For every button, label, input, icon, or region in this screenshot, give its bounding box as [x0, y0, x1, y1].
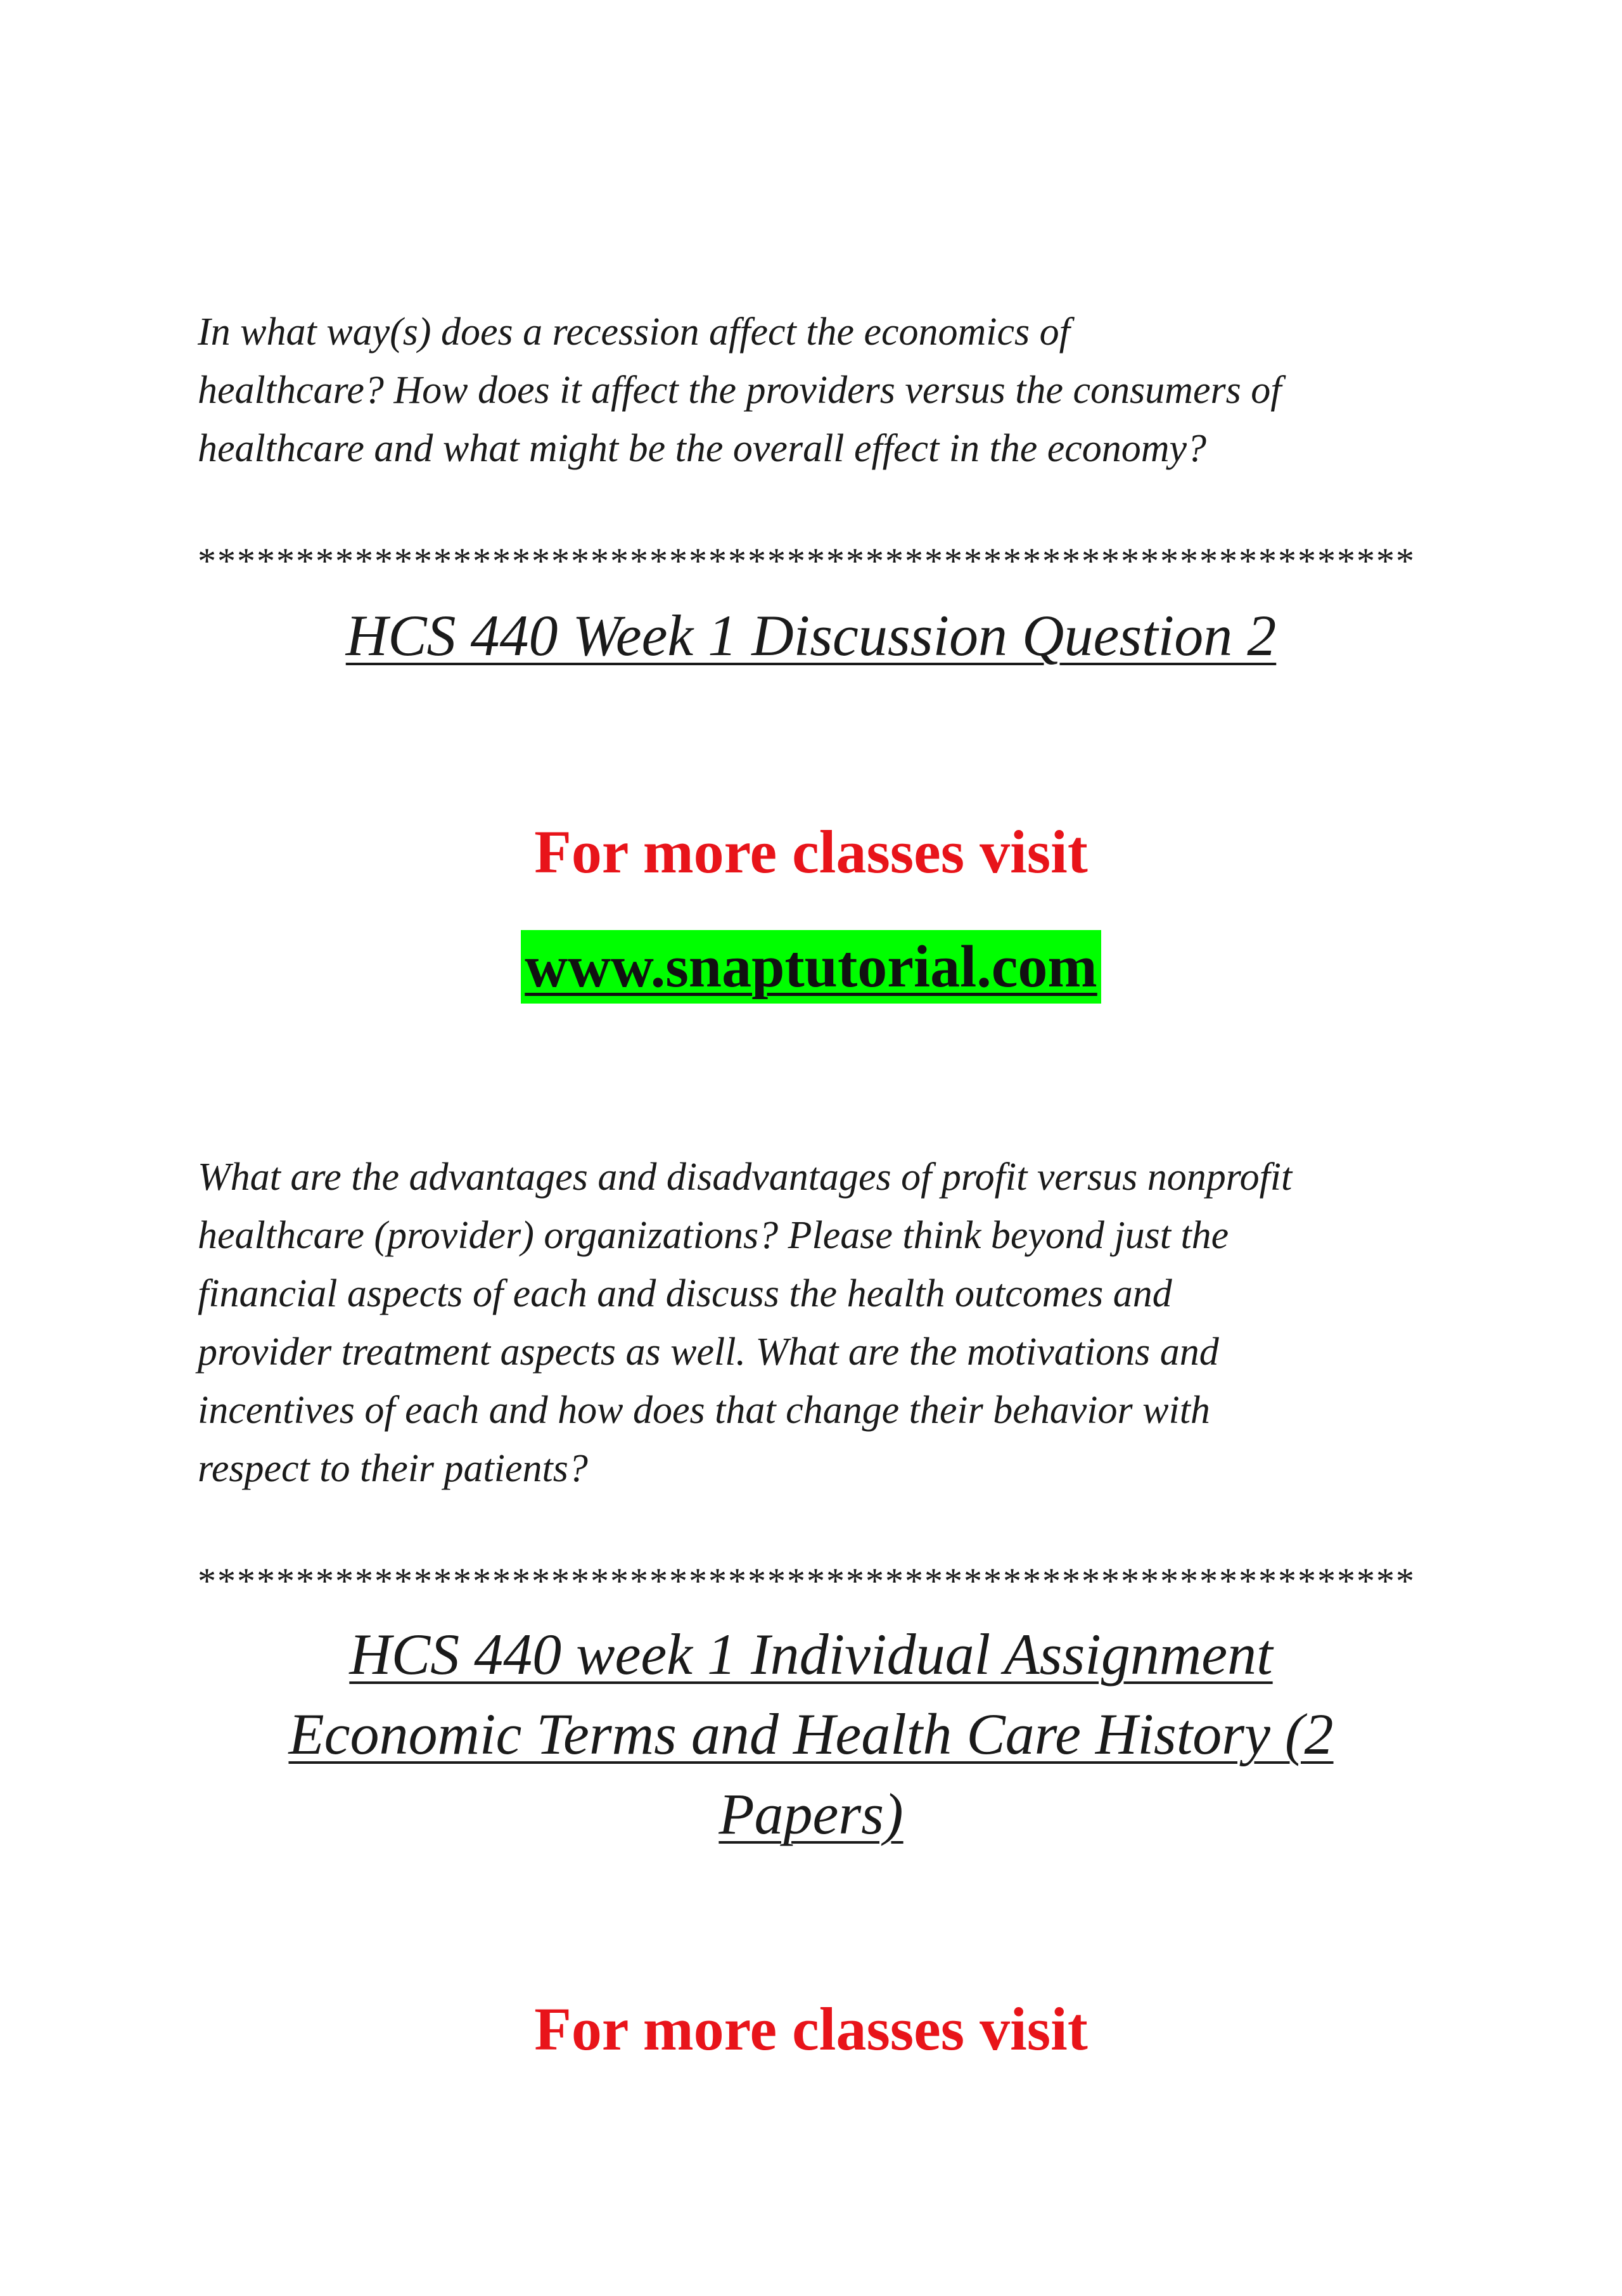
question-2-text: [198, 1148, 1465, 1498]
question-2-line: respect to their patients?: [198, 1447, 588, 1490]
section-heading: [0, 1614, 1622, 1854]
question-1-line: healthcare? How does it affect the providers versus the consumers of: [198, 369, 1282, 412]
section-heading-line: HCS 440 week 1 Individual Assignment: [349, 1622, 1273, 1687]
question-2-line: financial aspects of each and discuss the health outcomes and: [198, 1272, 1172, 1315]
question-2-line: What are the advantages and disadvantages of profit versus nonprofit: [198, 1156, 1293, 1199]
question-2-line: incentives of each and how does that change their behavior with: [198, 1389, 1210, 1432]
question-1-line: healthcare and what might be the overall effect in the economy?: [198, 427, 1207, 470]
section-heading-line: Economic Terms and Health Care History (2: [288, 1702, 1334, 1766]
question-2-line: healthcare (provider) organizations? Please think beyond just the: [198, 1214, 1229, 1257]
separator: **************************************************************: [198, 1562, 1415, 1600]
separator: **************************************************************: [198, 542, 1415, 580]
promo-text: For more classes visit: [534, 818, 1088, 886]
question-2-line: provider treatment aspects as well. What are the motivations and: [198, 1330, 1219, 1374]
question-1-text: [198, 303, 1465, 478]
snaptutorial-link[interactable]: www.snaptutorial.com: [521, 930, 1101, 1004]
promo-link-wrap: [0, 930, 1622, 1004]
section-heading-line: Papers): [718, 1782, 904, 1846]
section-heading-line: HCS 440 Week 1 Discussion Question 2: [345, 603, 1277, 668]
question-1-line: In what way(s) does a recession affect the economics of: [198, 310, 1070, 354]
section-heading: [0, 596, 1622, 675]
promo-text: For more classes visit: [534, 1995, 1088, 2063]
